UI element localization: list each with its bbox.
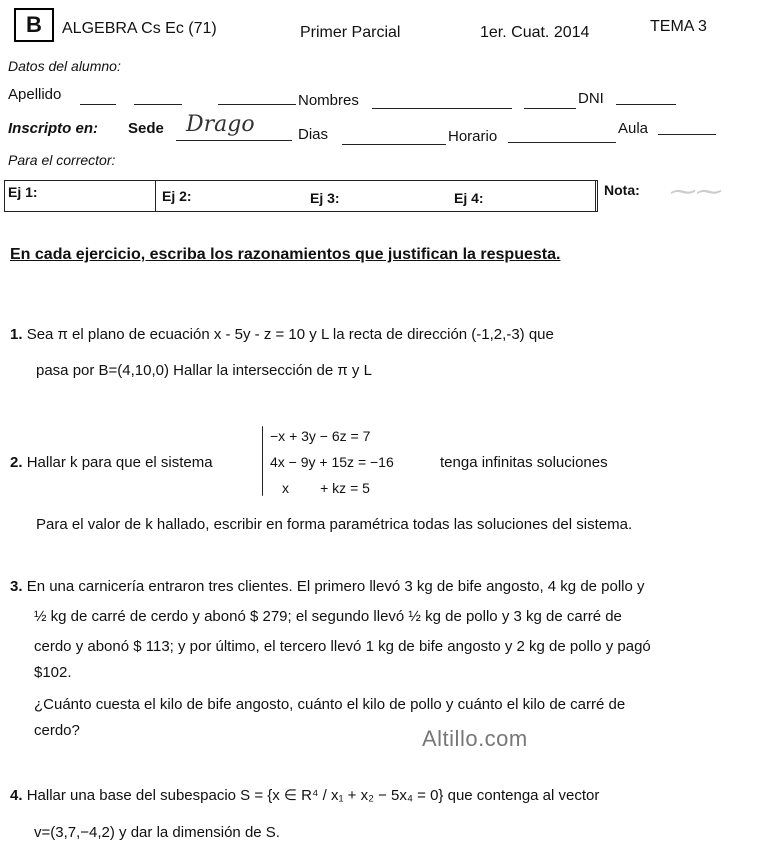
q2-eq2: 4x − 9y + 15z = −16 xyxy=(270,454,394,470)
q1-line1: Sea π el plano de ecuación x - 5y - z = 10 y L la recta de dirección (-1,2,-3) que xyxy=(26,326,554,343)
q2-number: 2. xyxy=(10,454,23,471)
ex1-label: Ej 1: xyxy=(8,184,38,200)
exam-title: Primer Parcial xyxy=(300,24,401,41)
system-brace xyxy=(262,426,263,496)
dni-label: DNI xyxy=(578,90,604,107)
surname-field-3[interactable] xyxy=(218,104,296,105)
surname-label: Apellido xyxy=(8,86,62,103)
campus-handwritten-value: Drago xyxy=(186,112,255,137)
room-label: Aula xyxy=(618,120,649,137)
q2-follow: Para el valor de k hallado, escribir en forma paramétrica todas las soluciones del sistema. xyxy=(36,516,633,533)
q3-line5: ¿Cuánto cuesta el kilo de bife angosto, cuánto el kilo de pollo y cuánto el kilo de carré de xyxy=(34,696,626,713)
campus-field[interactable] xyxy=(176,140,292,141)
q2-eq3: x + kz = 5 xyxy=(282,480,370,496)
ex2-label: Ej 2: xyxy=(162,188,192,204)
q4-line2: v=(3,7,−4,2) y dar la dimensión de S. xyxy=(34,824,280,841)
q1-block xyxy=(10,326,554,343)
ex4-label: Ej 4: xyxy=(454,190,484,206)
q2-lead-block xyxy=(10,454,213,471)
q4-line1: Hallar una base del subespacio S = {x ∈ R⁴ / x₁ + x₂ − 5x₄ = 0} que contenga al vector xyxy=(26,787,600,804)
instructions: En cada ejercicio, escriba los razonamientos que justifican la respuesta. xyxy=(10,246,561,263)
names-field-2[interactable] xyxy=(524,108,576,109)
grade-scribble: ⁓⁓ xyxy=(668,176,720,206)
q3-line2: ½ kg de carré de cerdo y abonó $ 279; el segundo llevó ½ kg de pollo y 3 kg de carré de xyxy=(34,608,622,625)
q3-line4: $102. xyxy=(34,664,72,681)
schedule-field[interactable] xyxy=(508,142,616,143)
q1-line2: pasa por B=(4,10,0) Hallar la intersección de π y L xyxy=(36,362,372,379)
schedule-label: Horario xyxy=(448,128,498,145)
q4-number: 4. xyxy=(10,787,23,804)
corrector-label: Para el corrector: xyxy=(8,152,116,168)
days-label: Dias xyxy=(298,126,329,143)
days-field[interactable] xyxy=(342,144,446,145)
ex3-label: Ej 3: xyxy=(310,190,340,206)
q3-line6: cerdo? xyxy=(34,722,80,739)
q2-eq1: −x + 3y − 6z = 7 xyxy=(270,428,371,444)
room-field[interactable] xyxy=(658,134,716,135)
exam-topic: TEMA 3 xyxy=(650,18,707,35)
student-section-label: Datos del alumno: xyxy=(8,58,121,74)
q2-tail: tenga infinitas soluciones xyxy=(440,454,608,471)
version-badge: B xyxy=(14,8,54,42)
names-label: Nombres xyxy=(298,92,359,109)
q3-line3: cerdo y abonó $ 113; y por último, el tercero llevó 1 kg de bife angosto y 2 kg de pollo y pagó xyxy=(34,638,651,655)
campus-label: Sede xyxy=(128,120,164,137)
q4-block xyxy=(10,786,599,804)
q3-line1: En una carnicería entraron tres clientes. El primero llevó 3 kg de bife angosto, 4 kg de pollo y xyxy=(26,578,645,595)
names-field[interactable] xyxy=(372,108,512,109)
grading-table xyxy=(4,180,598,212)
surname-field[interactable] xyxy=(80,104,116,105)
q3-number: 3. xyxy=(10,578,23,595)
grade-label: Nota: xyxy=(604,182,640,198)
enrolled-label: Inscripto en: xyxy=(8,120,99,137)
q1-number: 1. xyxy=(10,326,23,343)
surname-field-2[interactable] xyxy=(134,104,182,105)
exam-term: 1er. Cuat. 2014 xyxy=(480,24,590,41)
q2-lead: Hallar k para que el sistema xyxy=(26,454,213,471)
q3-block xyxy=(10,578,645,595)
watermark-logo: Altillo.com xyxy=(422,726,528,751)
dni-field[interactable] xyxy=(616,104,676,105)
course-title: ALGEBRA Cs Ec (71) xyxy=(62,20,217,37)
